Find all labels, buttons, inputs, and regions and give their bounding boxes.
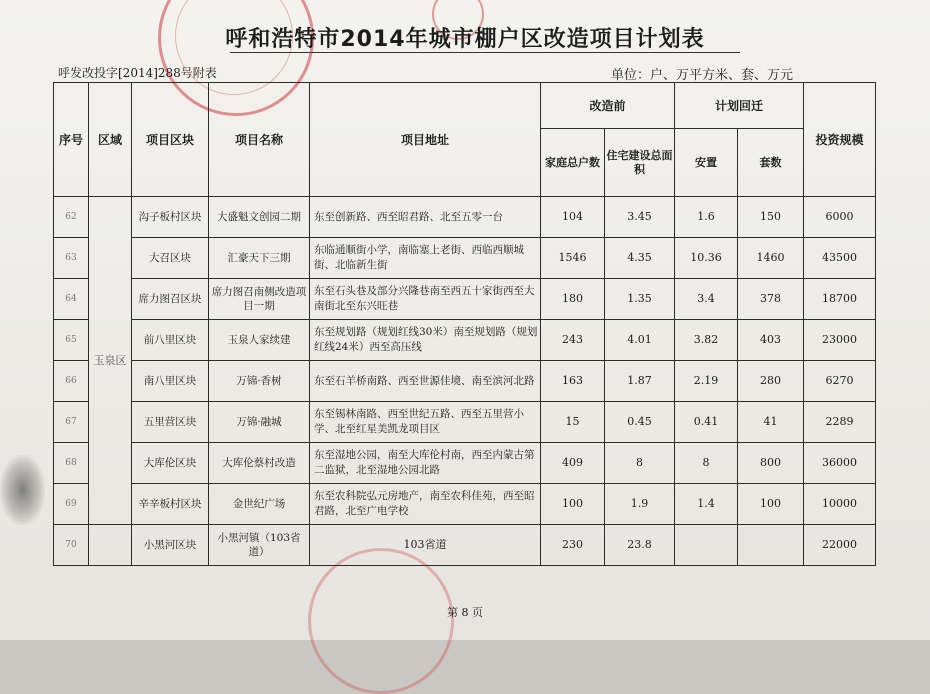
header-seq: 序号 (54, 83, 89, 197)
cell-households: 15 (541, 402, 605, 443)
official-seal-bottom (308, 548, 454, 694)
cell-address: 103省道 (310, 525, 541, 566)
header-plan: 计划回迁 (675, 83, 804, 129)
cell-placement: 1.4 (675, 484, 738, 525)
cell-address: 东至创新路、西至昭君路、北至五零一台 (310, 197, 541, 238)
header-district: 区域 (89, 83, 132, 197)
cell-block: 大库伦区块 (132, 443, 209, 484)
cell-sets: 100 (738, 484, 804, 525)
cell-name: 大库伦蔡村改造 (209, 443, 310, 484)
cell-address: 东至农科院弘元房地产，南至农科佳苑，西至昭君路，北至广电学校 (310, 484, 541, 525)
table-row (54, 525, 876, 566)
cell-households: 180 (541, 279, 605, 320)
cell-placement: 10.36 (675, 238, 738, 279)
cell-address: 东至石头巷及部分兴隆巷南至西五十家街西至大南街北至东兴旺巷 (310, 279, 541, 320)
cell-district-empty (89, 525, 132, 566)
table-row (54, 238, 876, 279)
table-row (54, 279, 876, 320)
cell-address: 东临通顺街小学，南临塞上老街、西临西顺城街、北临新生街 (310, 238, 541, 279)
cell-placement: 3.82 (675, 320, 738, 361)
cell-block: 沟子板村区块 (132, 197, 209, 238)
cell-seq: 66 (54, 361, 89, 402)
cell-area: 0.45 (605, 402, 675, 443)
cell-sets: 280 (738, 361, 804, 402)
cell-sets: 378 (738, 279, 804, 320)
table-row (54, 443, 876, 484)
cell-households: 243 (541, 320, 605, 361)
cell-investment: 6000 (804, 197, 876, 238)
cell-block: 南八里区块 (132, 361, 209, 402)
cell-block: 小黑河区块 (132, 525, 209, 566)
cell-seq: 65 (54, 320, 89, 361)
project-table (53, 82, 876, 566)
header-investment: 投资规模 (804, 83, 876, 197)
scan-shadow (0, 455, 45, 525)
cell-households: 1546 (541, 238, 605, 279)
cell-seq: 68 (54, 443, 89, 484)
cell-investment: 43500 (804, 238, 876, 279)
cell-placement: 8 (675, 443, 738, 484)
cell-sets: 41 (738, 402, 804, 443)
cell-placement: 3.4 (675, 279, 738, 320)
cell-name: 万锦·融城 (209, 402, 310, 443)
header-before: 改造前 (541, 83, 675, 129)
table-row (54, 197, 876, 238)
cell-name: 汇豪天下三期 (209, 238, 310, 279)
cell-households: 163 (541, 361, 605, 402)
cell-seq: 67 (54, 402, 89, 443)
cell-block: 前八里区块 (132, 320, 209, 361)
cell-investment: 2289 (804, 402, 876, 443)
cell-area: 1.35 (605, 279, 675, 320)
cell-address: 东至石羊桥南路、西至世源佳境、南至滨河北路 (310, 361, 541, 402)
cell-name: 小黑河镇（103省道） (209, 525, 310, 566)
cell-sets: 403 (738, 320, 804, 361)
cell-sets: 800 (738, 443, 804, 484)
cell-area: 4.35 (605, 238, 675, 279)
cell-name: 万锦·香树 (209, 361, 310, 402)
cell-investment: 22000 (804, 525, 876, 566)
cell-sets (738, 525, 804, 566)
cell-area: 3.45 (605, 197, 675, 238)
cell-investment: 36000 (804, 443, 876, 484)
cell-block: 五里营区块 (132, 402, 209, 443)
cell-area: 8 (605, 443, 675, 484)
table-row (54, 320, 876, 361)
cell-placement: 0.41 (675, 402, 738, 443)
table-row (54, 484, 876, 525)
cell-investment: 10000 (804, 484, 876, 525)
cell-block: 席力图召区块 (132, 279, 209, 320)
cell-households: 230 (541, 525, 605, 566)
unit-note: 单位：户、万平方米、套、万元 (611, 68, 794, 83)
cell-block: 大召区块 (132, 238, 209, 279)
document-reference: 呼发改投字[2014]288号附表 (58, 66, 217, 80)
cell-address: 东至锡林南路、西至世纪五路、西至五里营小学、北至红星美凯龙项目区 (310, 402, 541, 443)
title-underline (230, 52, 740, 53)
cell-placement (675, 525, 738, 566)
cell-area: 4.01 (605, 320, 675, 361)
header-area: 住宅建设总面积 (605, 129, 675, 197)
cell-seq: 64 (54, 279, 89, 320)
cell-name: 金世纪广场 (209, 484, 310, 525)
page-number: 第 8 页 (447, 606, 483, 619)
cell-seq: 70 (54, 525, 89, 566)
cell-address: 东至湿地公园，南至大库伦村南，西至内蒙古第二监狱，北至湿地公园北路 (310, 443, 541, 484)
cell-district: 玉泉区 (89, 197, 132, 525)
table-row (54, 361, 876, 402)
header-block: 项目区块 (132, 83, 209, 197)
cell-placement: 2.19 (675, 361, 738, 402)
cell-investment: 23000 (804, 320, 876, 361)
cell-households: 409 (541, 443, 605, 484)
cell-name: 大盛魁文创园二期 (209, 197, 310, 238)
cell-sets: 150 (738, 197, 804, 238)
cell-seq: 62 (54, 197, 89, 238)
header-placement: 安置 (675, 129, 738, 197)
cell-households: 104 (541, 197, 605, 238)
header-name: 项目名称 (209, 83, 310, 197)
cell-block: 辛辛板村区块 (132, 484, 209, 525)
cell-name: 席力图召南侧改造项目一期 (209, 279, 310, 320)
cell-seq: 69 (54, 484, 89, 525)
cell-name: 玉泉人家续建 (209, 320, 310, 361)
cell-sets: 1460 (738, 238, 804, 279)
cell-area: 23.8 (605, 525, 675, 566)
cell-area: 1.87 (605, 361, 675, 402)
cell-placement: 1.6 (675, 197, 738, 238)
cell-investment: 18700 (804, 279, 876, 320)
header-address: 项目地址 (310, 83, 541, 197)
cell-seq: 63 (54, 238, 89, 279)
header-households: 家庭总户数 (541, 129, 605, 197)
cell-area: 1.9 (605, 484, 675, 525)
header-sets: 套数 (738, 129, 804, 197)
table-row (54, 402, 876, 443)
cell-households: 100 (541, 484, 605, 525)
document-title: 呼和浩特市2014年城市棚户区改造项目计划表 (225, 27, 705, 52)
cell-address: 东至规划路（规划红线30米）南至规划路（规划红线24米）西至高压线 (310, 320, 541, 361)
cell-investment: 6270 (804, 361, 876, 402)
